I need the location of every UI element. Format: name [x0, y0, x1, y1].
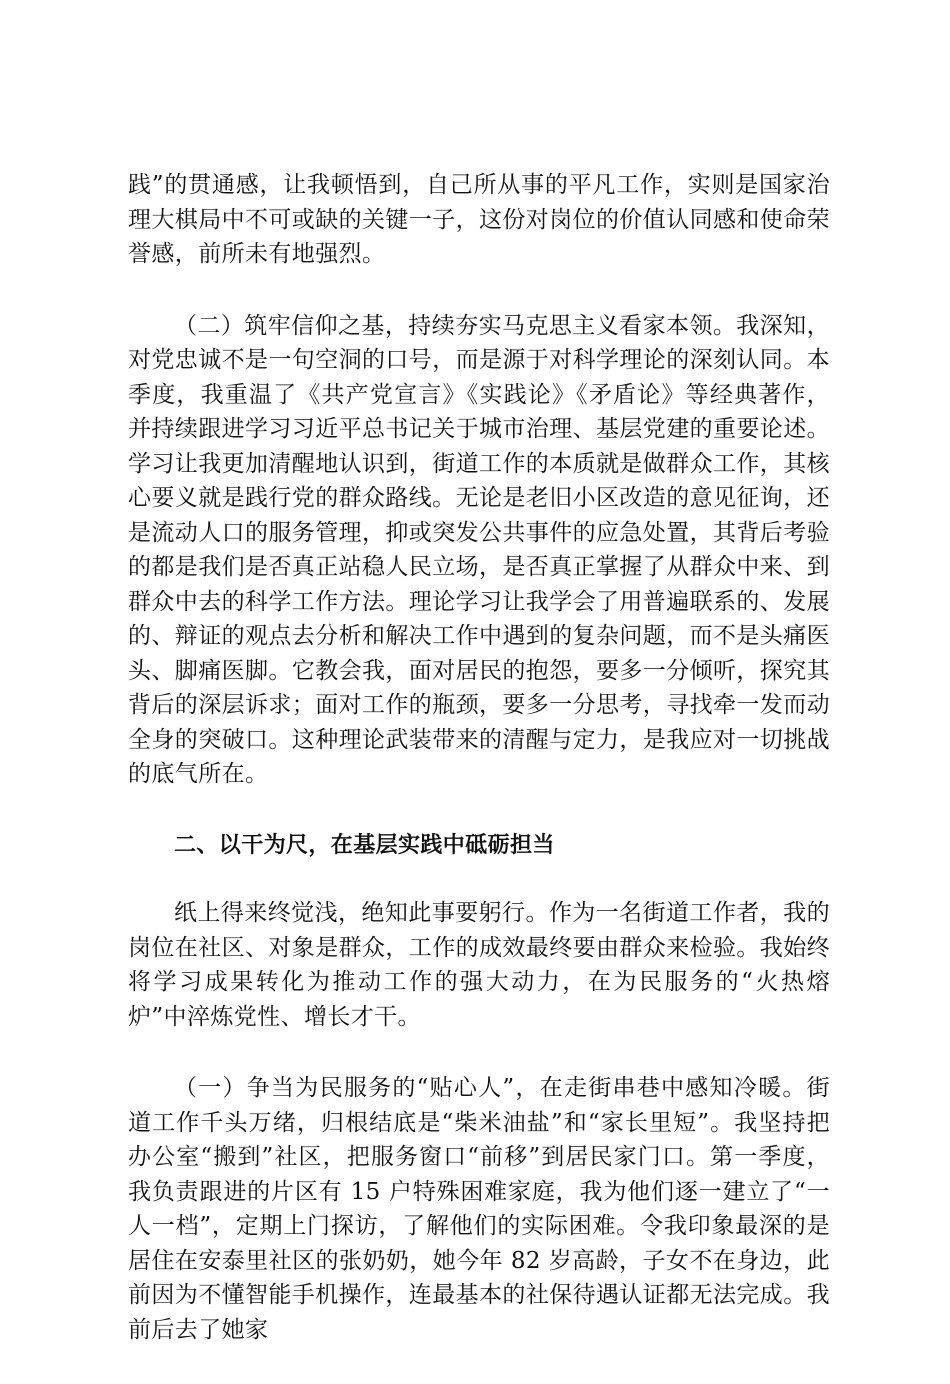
- paragraph-service-caring: （一）争当为民服务的“贴心人”，在走街串巷中感知冷暖。街道工作千头万绪，归根结底是“柴米油盐”和“家长里短”。我坚持把办公室“搬到”社区，把服务窗口“前移”到居民家门口。第一季度，我负责跟进的片区有 15 户特殊困难家庭，我为他们逐一建立了“一人一档”，定期上门探访，了解他们的实际困难。令我印象最深的是居住在安泰里社区的张奶奶，她今年 82 岁高龄，子女不在身边，此前因为不懂智能手机操作，连最基本的社保待遇认证都无法完成。我前后去了她家: [128, 1075, 830, 1343]
- paragraph-practice-intro: 纸上得来终觉浅，绝知此事要躬行。作为一名街道工作者，我的岗位在社区、对象是群众，工作的成效最终要由群众来检验。我始终将学习成果转化为推动工作的强大动力，在为民服务的“火热熔炉”中淬炼党性、增长才干。: [128, 900, 830, 1030]
- paragraph-faith-foundation: （二）筑牢信仰之基，持续夯实马克思主义看家本领。我深知，对党忠诚不是一句空洞的口号，而是源于对科学理论的深刻认同。本季度，我重温了《共产党宣言》《实践论》《矛盾论》等经典著作，并持续跟进学习习近平总书记关于城市治理、基层党建的重要论述。学习让我更加清醒地认识到，街道工作的本质就是做群众工作，其核心要义就是践行党的群众路线。无论是老旧小区改造的意见征询，还是流动人口的服务管理，抑或突发公共事件的应急处置，其背后考验的都是我们是否真正站稳人民立场，是否真正掌握了从群众中来、到群众中去的科学工作方法。理论学习让我学会了用普遍联系的、发展的、辩证的观点去分析和解决工作中遇到的复杂问题，而不是头痛医头、脚痛医脚。它教会我，面对居民的抱怨，要多一分倾听，探究其背后的深层诉求；面对工作的瓶颈，要多一分思考，寻找牵一发而动全身的突破口。这种理论武装带来的清醒与定力，是我应对一切挑战的底气所在。: [128, 312, 830, 787]
- section-heading: 二、以干为尺，在基层实践中砥砺担当: [174, 832, 555, 858]
- paragraph-continuation: 践”的贯通感，让我顿悟到，自己所从事的平凡工作，实则是国家治理大棋局中不可或缺的关键一子，这份对岗位的价值认同感和使命荣誉感，前所未有地强烈。: [128, 172, 830, 267]
- document-body: [128, 168, 830, 1384]
